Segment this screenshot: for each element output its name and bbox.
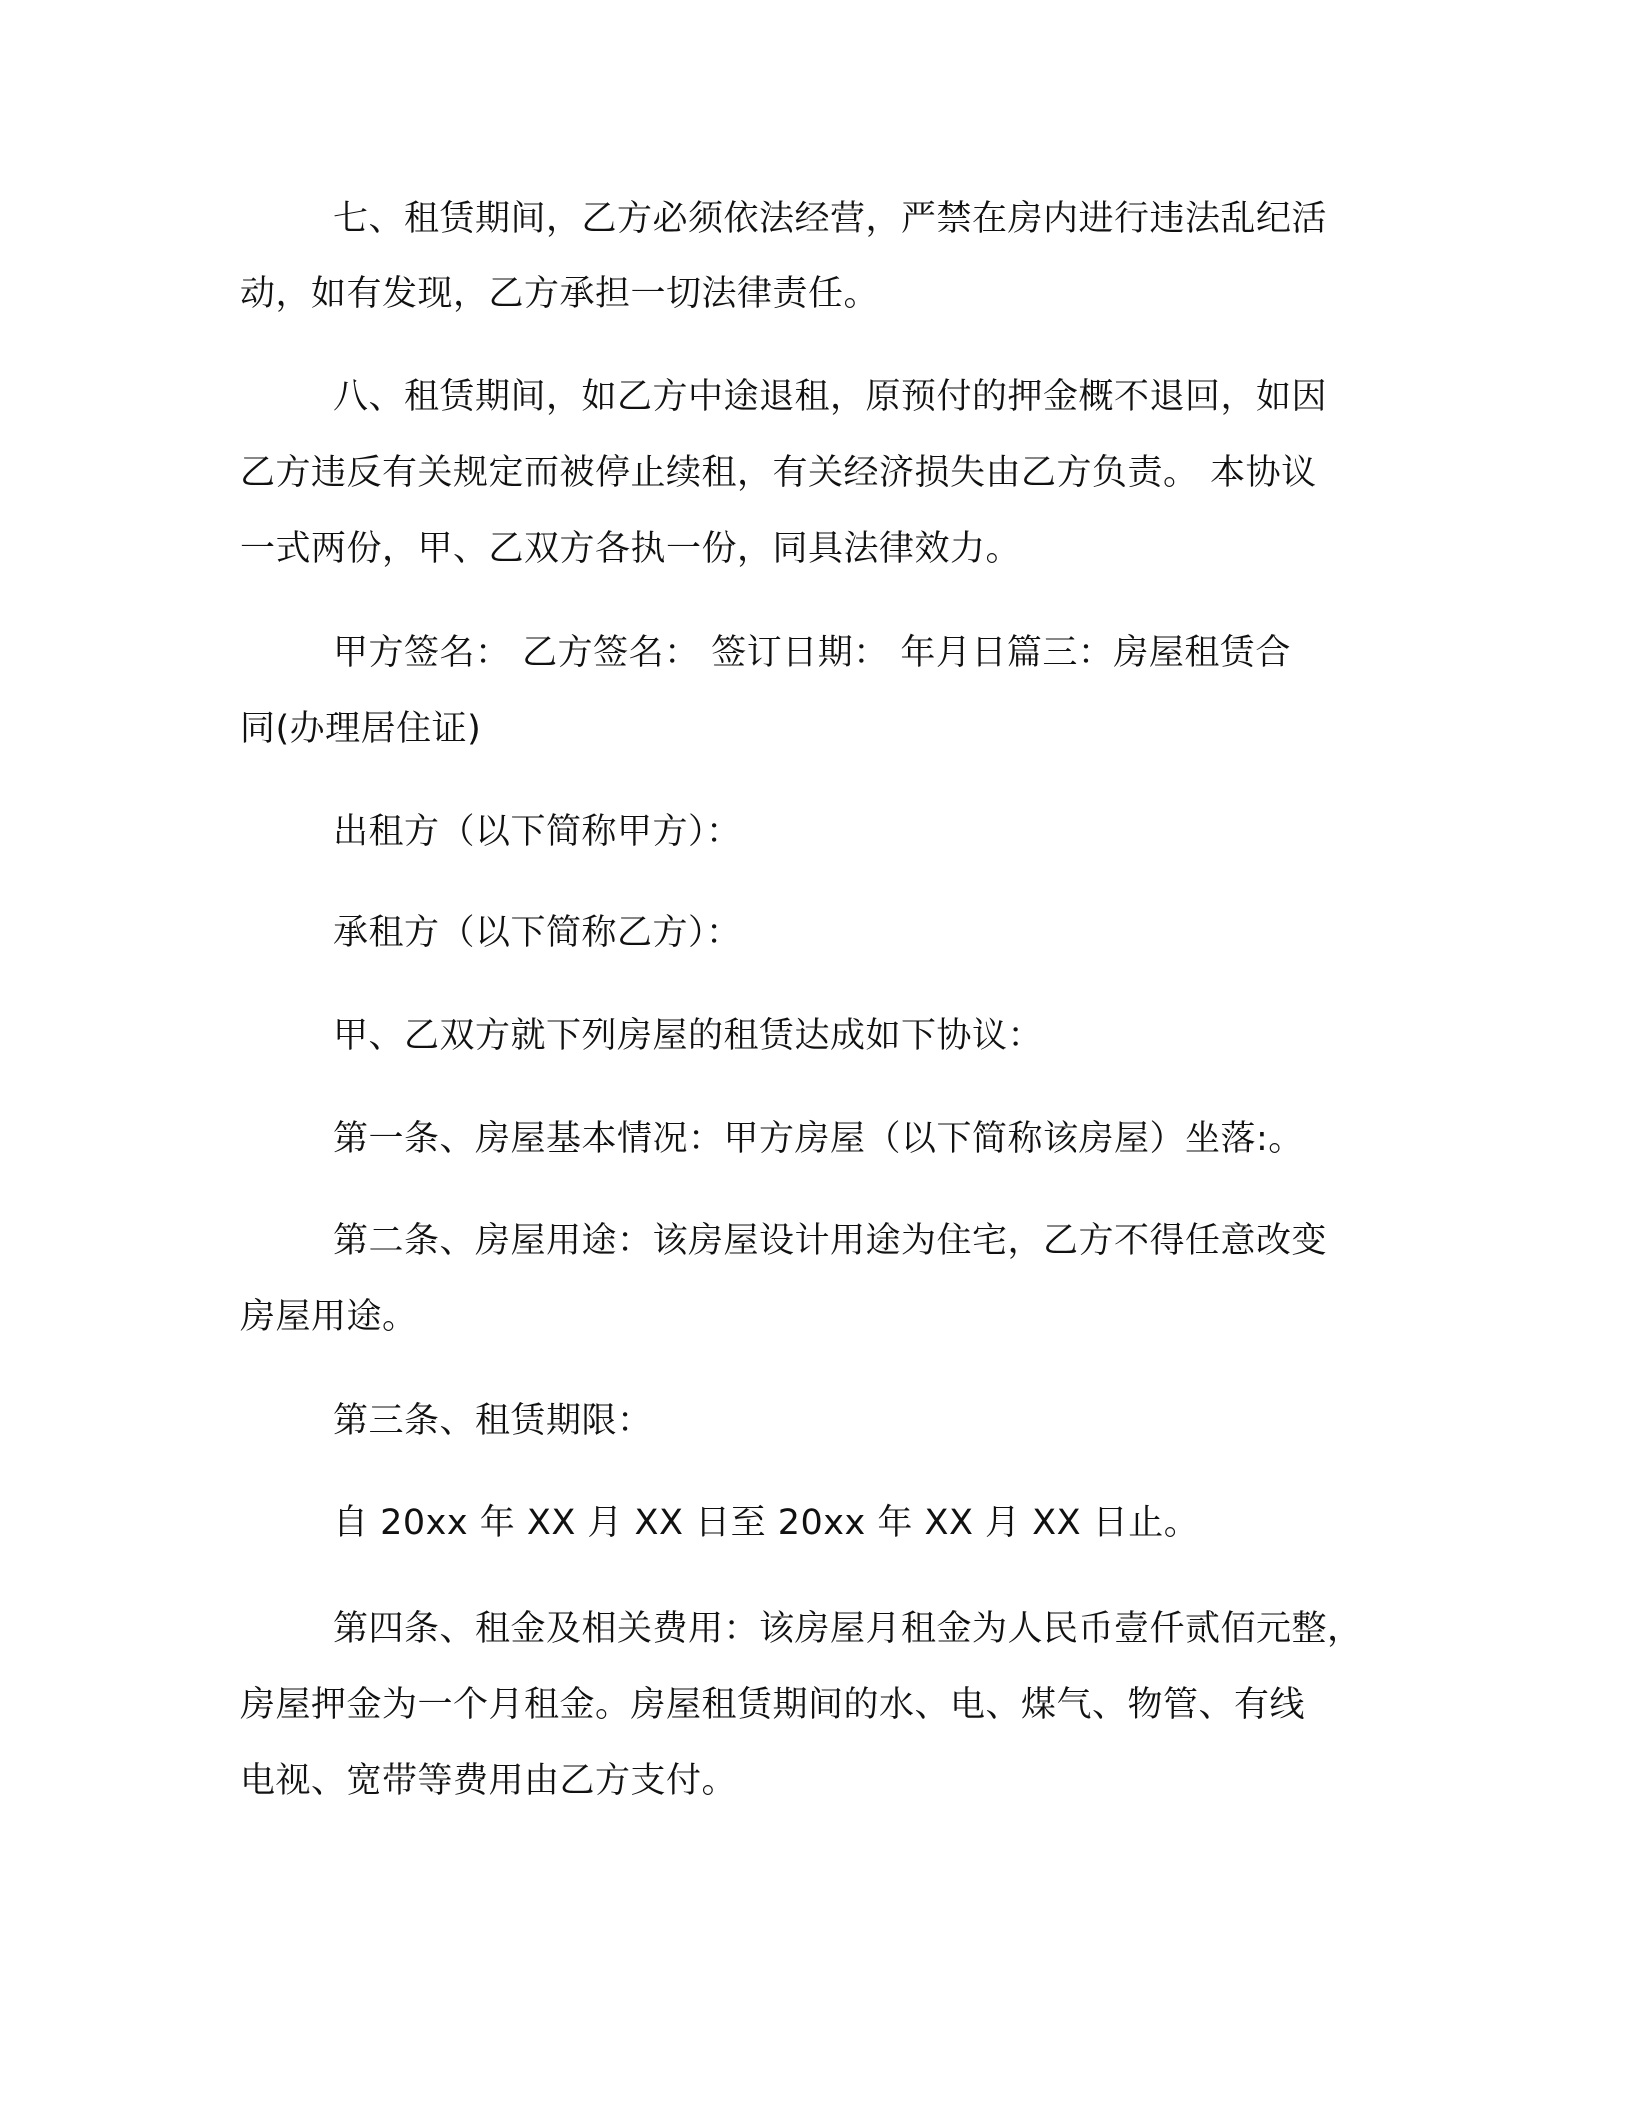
paragraph-line: 第一条、房屋基本情况：甲方房屋（以下简称该房屋）坐落:。 xyxy=(333,1119,1304,1159)
paragraph-line: 承租方（以下简称乙方）： xyxy=(333,913,742,953)
paragraph-line: 同(办理居住证) xyxy=(240,709,482,749)
paragraph-line: 房屋用途。 xyxy=(240,1297,418,1337)
paragraph-line: 甲、乙双方就下列房屋的租赁达成如下协议： xyxy=(333,1016,1044,1056)
paragraph-line: 电视、宽带等费用由乙方支付。 xyxy=(240,1761,738,1801)
paragraph-line: 八、租赁期间，如乙方中途退租，原预付的押金概不退回，如因 xyxy=(333,377,1328,417)
paragraph-line: 甲方签名： 乙方签名： 签订日期： 年月日篇三：房屋租赁合 xyxy=(333,633,1291,673)
paragraph-line: 第四条、租金及相关费用：该房屋月租金为人民币壹仟贰佰元整， xyxy=(333,1609,1363,1649)
paragraph-line: 第二条、房屋用途：该房屋设计用途为住宅，乙方不得任意改变 xyxy=(333,1221,1328,1261)
paragraph-line: 自 20xx 年 XX 月 XX 日至 20xx 年 XX 月 XX 日止。 xyxy=(333,1503,1200,1543)
paragraph-line: 第三条、租赁期限： xyxy=(333,1401,653,1441)
paragraph-line: 七、租赁期间，乙方必须依法经营，严禁在房内进行违法乱纪活 xyxy=(333,199,1328,239)
paragraph-line: 出租方（以下简称甲方）： xyxy=(333,812,742,852)
paragraph-line: 一式两份，甲、乙双方各执一份，同具法律效力。 xyxy=(240,529,1022,569)
paragraph-line: 乙方违反有关规定而被停止续租，有关经济损失由乙方负责。 本协议 xyxy=(240,453,1317,493)
paragraph-line: 房屋押金为一个月租金。房屋租赁期间的水、电、煤气、物管、有线 xyxy=(240,1685,1306,1725)
paragraph-line: 动，如有发现，乙方承担一切法律责任。 xyxy=(240,274,880,314)
